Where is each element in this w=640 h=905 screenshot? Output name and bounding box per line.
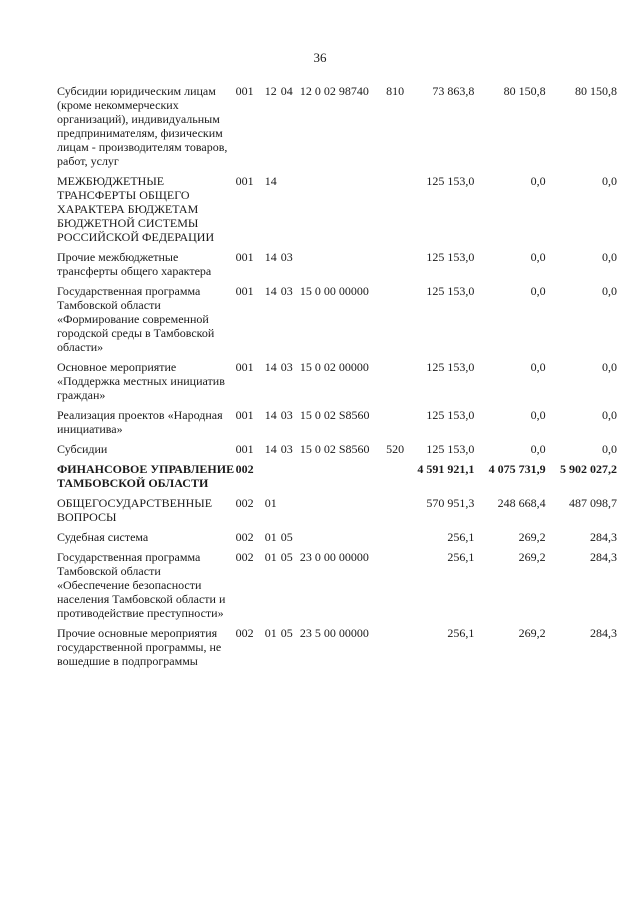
row-name: Государственная программа Тамбовской области «Формирование современной городской среды в Тамбовской области» <box>57 284 215 354</box>
amount-year-3: 0,0 <box>602 360 617 374</box>
expense-type-code: 520 <box>386 442 405 456</box>
amount-year-3: 487 098,7 <box>569 496 617 510</box>
subsection-code: 03 <box>280 360 293 374</box>
subsection-code: 03 <box>280 250 293 264</box>
subsection-code <box>281 174 300 250</box>
target-article-code: 15 0 02 S8560 <box>299 408 370 422</box>
amount-year-2: 80 150,8 <box>503 84 546 98</box>
target-article-code: 23 0 00 00000 <box>299 550 369 564</box>
amount-year-1: 256,1 <box>447 626 475 640</box>
table-row <box>57 626 617 674</box>
row-name: Основное мероприятие «Поддержка местных инициатив граждан» <box>57 360 225 402</box>
ministry-code: 001 <box>235 84 254 98</box>
table-row <box>57 360 617 408</box>
table-row <box>57 496 617 530</box>
section-code: 01 <box>264 496 277 510</box>
section-code: 14 <box>264 174 277 188</box>
amount-year-3: 0,0 <box>602 284 617 298</box>
ministry-code: 002 <box>235 462 254 476</box>
subsection-code: 03 <box>280 284 293 298</box>
amount-year-1: 256,1 <box>447 530 475 544</box>
row-name: Прочие межбюджетные трансферты общего характера <box>57 250 212 278</box>
target-article-code: 12 0 02 98740 <box>299 84 369 98</box>
expense-type-code <box>386 284 406 360</box>
amount-year-3: 284,3 <box>590 626 617 640</box>
page-number: 36 <box>313 50 327 65</box>
target-article-code: 15 0 02 S8560 <box>299 442 370 456</box>
section-code: 14 <box>264 284 277 298</box>
amount-year-1: 125 153,0 <box>426 442 475 456</box>
target-article-code <box>300 250 386 284</box>
ministry-code: 002 <box>235 530 254 544</box>
row-name: Субсидии <box>57 442 108 456</box>
amount-year-2: 0,0 <box>530 408 546 422</box>
amount-year-1: 73 863,8 <box>432 84 475 98</box>
amount-year-3: 0,0 <box>602 174 617 188</box>
section-code <box>265 462 281 496</box>
subsection-code: 05 <box>280 550 293 564</box>
expense-type-code: 810 <box>386 84 405 98</box>
table-row <box>57 284 617 360</box>
section-code: 14 <box>264 360 277 374</box>
amount-year-3: 0,0 <box>602 408 617 422</box>
target-article-code <box>300 174 386 250</box>
expense-type-code <box>386 550 406 626</box>
ministry-code: 002 <box>235 496 254 510</box>
ministry-code: 002 <box>235 626 254 640</box>
amount-year-1: 125 153,0 <box>426 174 475 188</box>
amount-year-2: 0,0 <box>530 360 546 374</box>
amount-year-2: 248 668,4 <box>497 496 546 510</box>
amount-year-1: 4 591 921,1 <box>417 462 475 476</box>
amount-year-1: 570 951,3 <box>426 496 475 510</box>
ministry-code: 001 <box>235 174 254 188</box>
row-name: Прочие основные мероприятия государственной программы, не вошедшие в подпрограммы <box>57 626 222 668</box>
amount-year-1: 125 153,0 <box>426 360 475 374</box>
subsection-code: 03 <box>280 442 293 456</box>
table-row <box>57 408 617 442</box>
subsection-code: 05 <box>280 530 293 544</box>
expense-type-code <box>386 360 406 408</box>
amount-year-3: 284,3 <box>590 530 617 544</box>
amount-year-2: 0,0 <box>530 250 546 264</box>
expense-type-code <box>386 462 406 496</box>
subsection-code: 04 <box>280 84 293 98</box>
row-name: МЕЖБЮДЖЕТНЫЕ ТРАНСФЕРТЫ ОБЩЕГО ХАРАКТЕРА БЮДЖЕТАМ БЮДЖЕТНОЙ СИСТЕМЫ РОССИЙСКОЙ ФЕДЕРАЦИИ <box>57 174 215 244</box>
expense-type-code <box>386 626 406 674</box>
table-row <box>57 530 617 550</box>
table-row <box>57 250 617 284</box>
table-row <box>57 462 617 496</box>
subsection-code <box>281 462 300 496</box>
section-code: 12 <box>264 84 277 98</box>
subsection-code: 05 <box>280 626 293 640</box>
amount-year-2: 269,2 <box>518 626 546 640</box>
section-code: 14 <box>264 408 277 422</box>
target-article-code: 15 0 00 00000 <box>299 284 369 298</box>
row-name: Судебная система <box>57 530 149 544</box>
ministry-code: 001 <box>235 284 254 298</box>
ministry-code: 002 <box>235 550 254 564</box>
amount-year-1: 125 153,0 <box>426 408 475 422</box>
amount-year-3: 80 150,8 <box>575 84 617 98</box>
amount-year-3: 5 902 027,2 <box>560 462 617 476</box>
amount-year-2: 0,0 <box>530 174 546 188</box>
row-name: Государственная программа Тамбовской области «Обеспечение безопасности населения Тамбовской области и противодействие преступности» <box>57 550 226 620</box>
target-article-code <box>300 462 386 496</box>
amount-year-3: 0,0 <box>602 442 617 456</box>
table-row <box>57 550 617 626</box>
amount-year-2: 0,0 <box>530 442 546 456</box>
amount-year-1: 256,1 <box>447 550 475 564</box>
row-name: Реализация проектов «Народная инициатива» <box>57 408 223 436</box>
section-code: 01 <box>264 550 277 564</box>
target-article-code <box>300 496 386 530</box>
ministry-code: 001 <box>235 360 254 374</box>
subsection-code: 03 <box>280 408 293 422</box>
expense-type-code <box>386 408 406 442</box>
row-name: ОБЩЕГОСУДАРСТВЕННЫЕ ВОПРОСЫ <box>57 496 213 524</box>
table-row <box>57 442 617 462</box>
section-code: 01 <box>264 530 277 544</box>
subsection-code <box>281 496 300 530</box>
amount-year-2: 4 075 731,9 <box>488 462 546 476</box>
ministry-code: 001 <box>235 408 254 422</box>
row-name: ФИНАНСОВОЕ УПРАВЛЕНИЕ ТАМБОВСКОЙ ОБЛАСТИ <box>57 462 235 490</box>
target-article-code: 15 0 02 00000 <box>299 360 369 374</box>
amount-year-3: 0,0 <box>602 250 617 264</box>
amount-year-2: 0,0 <box>530 284 546 298</box>
amount-year-1: 125 153,0 <box>426 250 475 264</box>
ministry-code: 001 <box>235 442 254 456</box>
expense-type-code <box>386 174 406 250</box>
expense-type-code <box>386 530 406 550</box>
section-code: 14 <box>264 250 277 264</box>
amount-year-2: 269,2 <box>518 550 546 564</box>
row-name: Субсидии юридическим лицам (кроме некоммерческих организаций), индивидуальным предпринимателям, физическим лицам - производителям товаров, работ, услуг <box>57 84 228 168</box>
expense-type-code <box>386 250 406 284</box>
section-code: 14 <box>264 442 277 456</box>
ministry-code: 001 <box>235 250 254 264</box>
target-article-code: 23 5 00 00000 <box>299 626 369 640</box>
amount-year-3: 284,3 <box>590 550 617 564</box>
expense-type-code <box>386 496 406 530</box>
table-row <box>57 84 617 174</box>
target-article-code <box>300 530 386 550</box>
amount-year-1: 125 153,0 <box>426 284 475 298</box>
budget-table <box>57 84 617 674</box>
amount-year-2: 269,2 <box>518 530 546 544</box>
table-row <box>57 174 617 250</box>
section-code: 01 <box>264 626 277 640</box>
